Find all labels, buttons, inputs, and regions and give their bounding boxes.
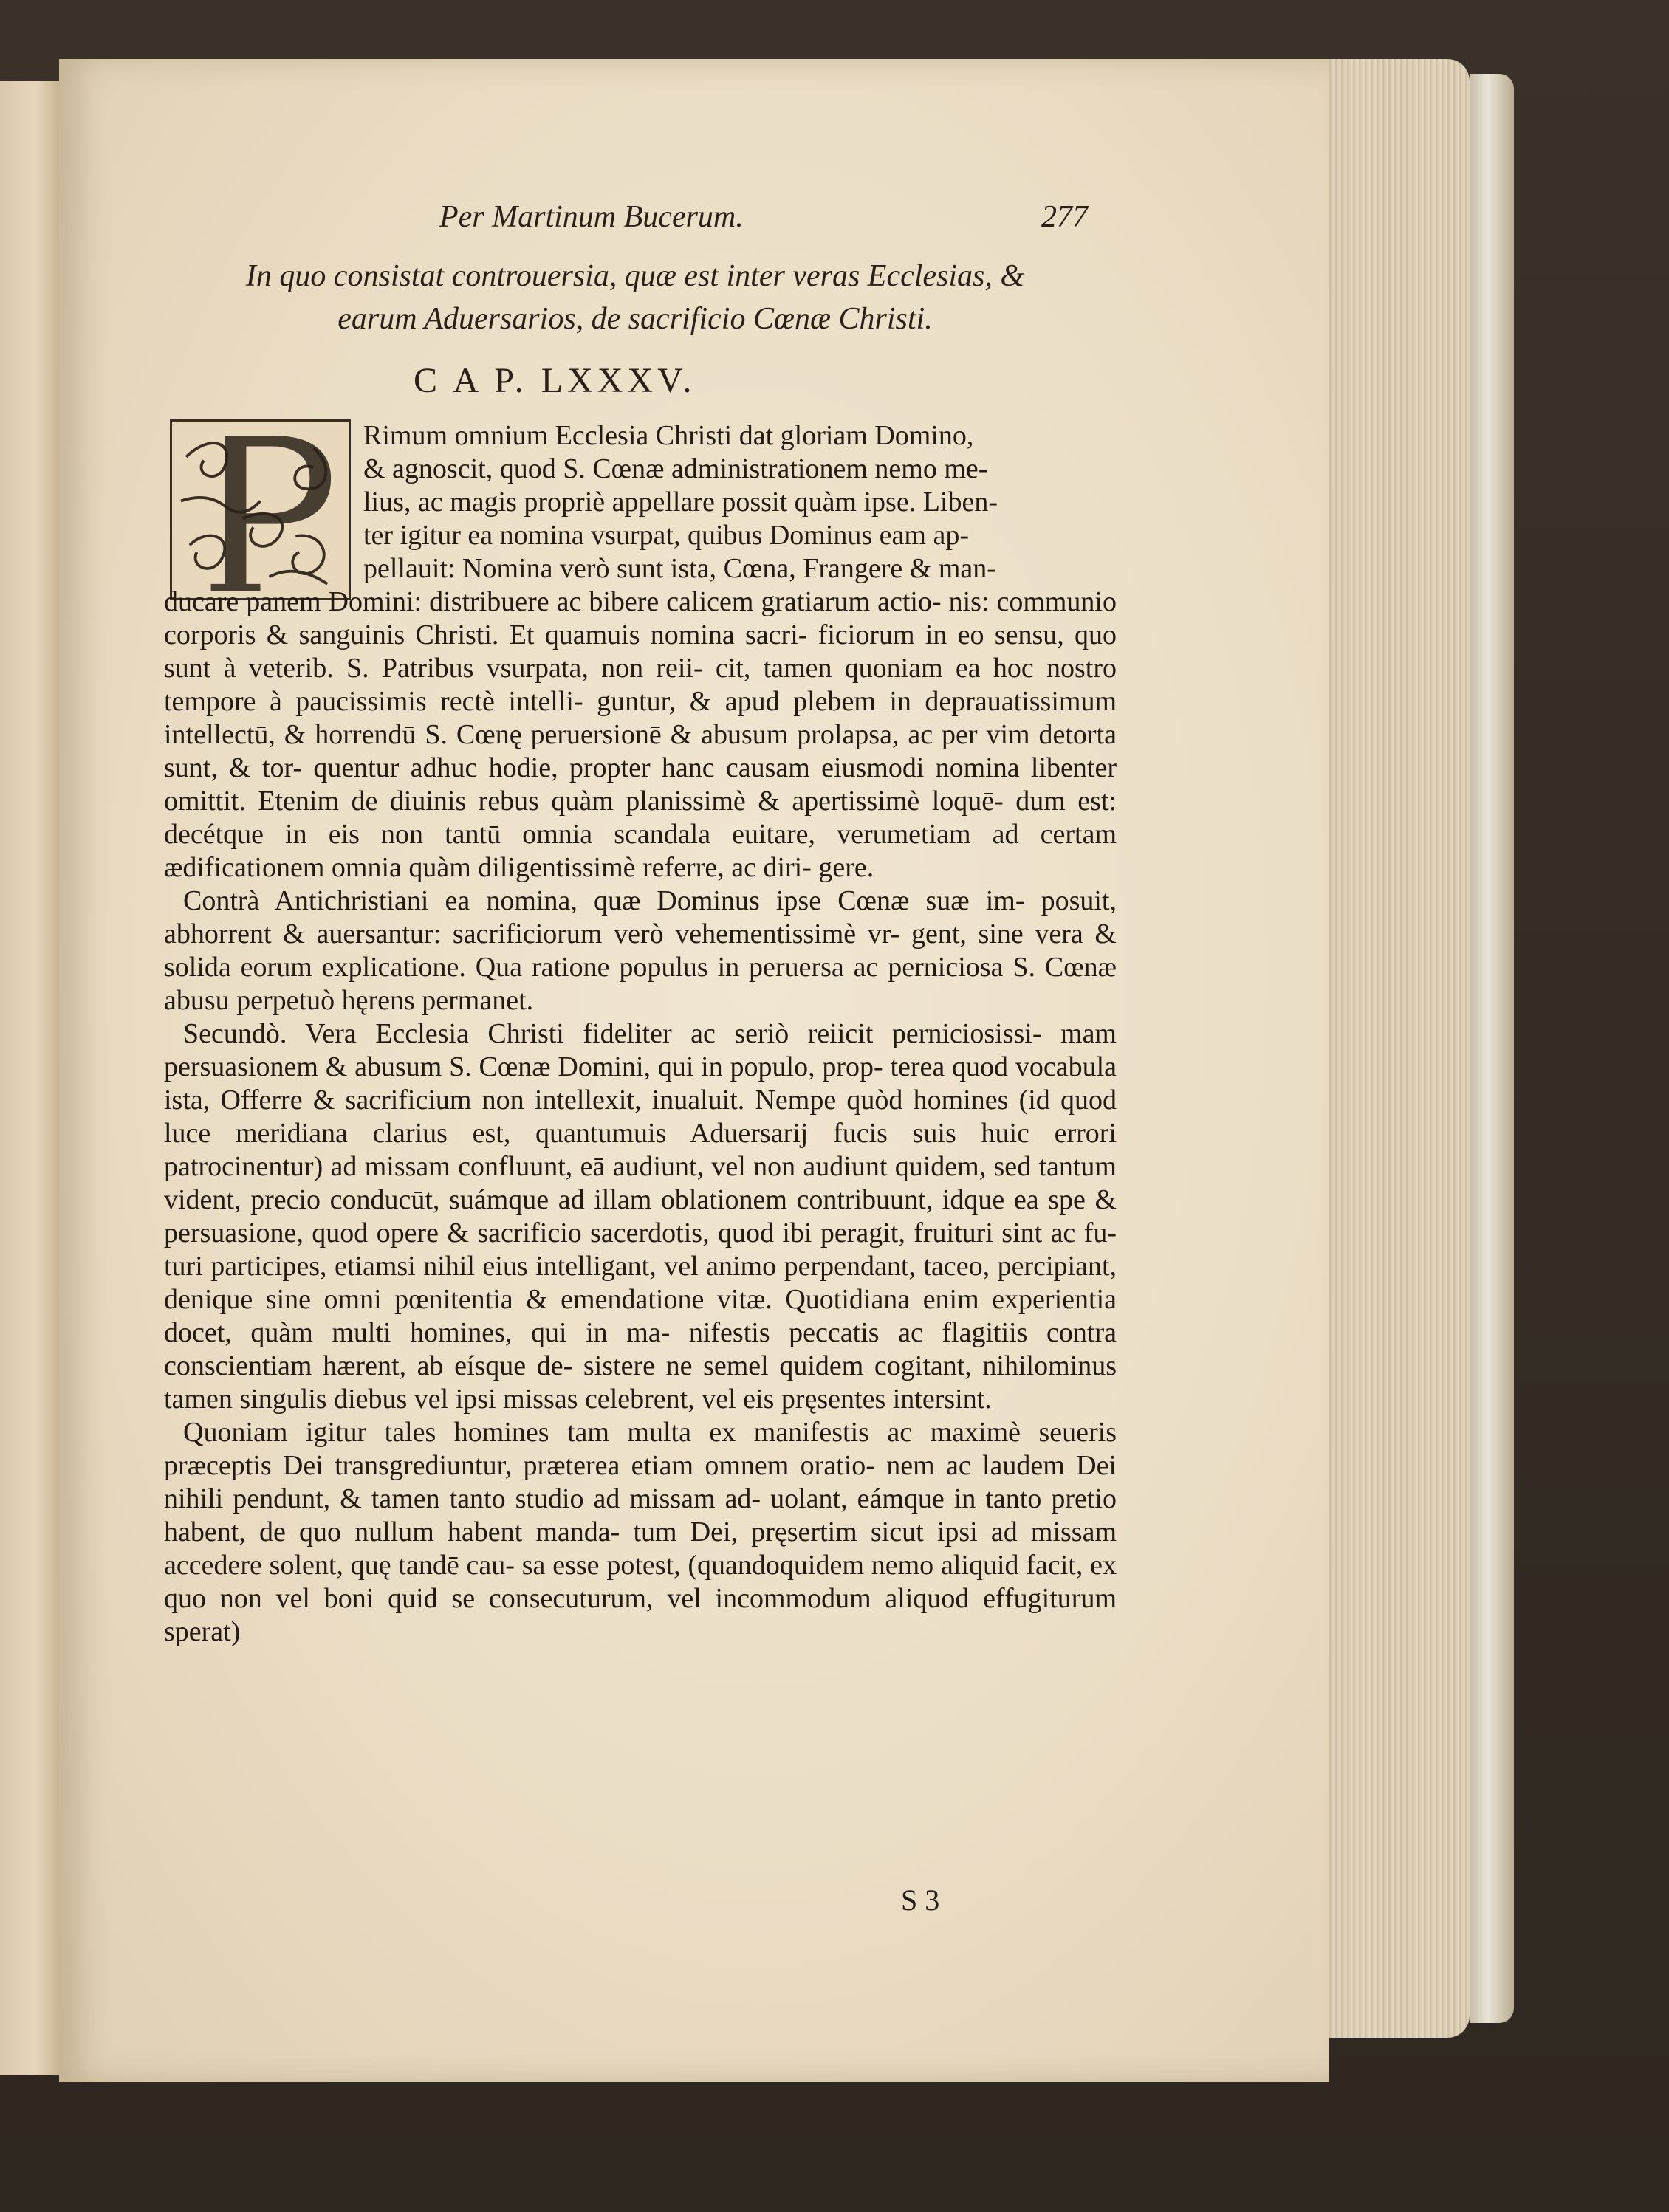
- page-number: 277: [1041, 200, 1088, 234]
- paragraph-3: Secundò. Vera Ecclesia Christi fideliter ac seriò reiicit perniciosissi- mam persuasionem & abusum S. Cœnæ Domini, qui in populo, prop- terea quod vocabula ista, Offerre & sacrificium non intellexit, inualuit. Nempe quòd homines (id quod luce meridiana clarius est, quantumuis Aduersarij fucis suis huic errori patrocinentur) ad missam confluunt, eā audiunt, vel non audiunt quidem, sed tantum vident, precio conducūt, suámque ad illam oblationem contribuunt, idque ea spe & persuasione, quod opere & sacrificio sacerdotis, quod ibi peragit, fruituri sint ac fu- turi participes, etiamsi nihil eius intelligant, vel animo perpendant, taceo, percipiant, denique sine omni pœnitentia & emendatione vitæ. Quotidiana enim experientia docet, quàm multi homines, qui in ma- nifestis peccatis ac flagitiis contra conscientiam hærent, ab eísque de- sistere ne semel quidem cogitant, nihilominus tamen singulis diebus vel ipsi missas celebrent, vel eis pręsentes intersint.: [164, 1018, 1117, 1415]
- first-line-4: ter igitur ea nomina vsurpat, quibus Dominus eam ap-: [363, 520, 969, 551]
- signature-mark: S 3: [901, 1883, 940, 1917]
- page-block-edge: [1315, 59, 1470, 2038]
- first-line-5: pellauit: Nomina verò sunt ista, Cœna, Frangere & man-: [363, 553, 996, 584]
- chapter-number: C A P. LXXXV.: [414, 361, 696, 400]
- body-text: [164, 419, 1117, 1649]
- first-line-1: Rimum omnium Ecclesia Christi dat gloriam Domino,: [363, 420, 974, 451]
- binding-strip: [1470, 74, 1514, 2023]
- chapter-heading: [162, 255, 1108, 340]
- paragraph-4: Quoniam igitur tales homines tam multa ex manifestis ac maximè seueris præceptis Dei transgrediuntur, præterea etiam omnem oratio- nem ac laudem Dei nihili pendunt, & tamen tanto studio ad missam ad- uolant, eámque in tanto pretio habent, de quo nullum habent manda- tum Dei, pręsertim sicut ipsi ad missam accedere solent, quę tandē cau- sa esse potest, (quandoquidem nemo aliquid facit, ex quo non vel boni quid se consecuturum, vel incommodum aliquod effugiturum sperat): [164, 1417, 1117, 1647]
- chapter-heading-line1: In quo consistat controuersia, quæ est inter veras Ecclesias, &: [245, 259, 1025, 293]
- first-line-2: & agnoscit, quod S. Cœnæ administrationem nemo me-: [363, 453, 988, 484]
- facing-page-edge: [0, 81, 61, 2075]
- paragraph-1: ducare panem Domini: distribuere ac bibere calicem gratiarum actio- nis: communio corporis & sanguinis Christi. Et quamuis nomina sacri- ficiorum in eo sensu, quo sunt à veterib. S. Patribus vsurpata, non reii- cit, tamen quoniam ea hoc nostro tempore à paucissimis rectè intelli- guntur, & apud plebem in deprauatissimum intellectū, & horrendū S. Cœnę peruersionē & abusum prolapsa, ac per vim detorta sunt, & tor- quentur adhuc hodie, propter hanc causam eiusmodi nomina libenter omittit. Etenim de diuinis rebus quàm planissimè & apertissimè loquē- dum est: decétque in eis non tantū omnia scandala euitare, verumetiam ad certam ædificationem omnia quàm diligentissimè referre, ac diri- gere.: [164, 586, 1117, 883]
- first-line-3: lius, ac magis propriè appellare possit quàm ipse. Liben-: [363, 487, 998, 518]
- chapter-heading-line2: earum Aduersarios, de sacrificio Cœnæ Christi.: [337, 302, 933, 336]
- paragraph-2: Contrà Antichristiani ea nomina, quæ Dominus ipse Cœnæ suæ im- posuit, abhorrent & auersantur: sacrificiorum verò vehementissimè vr- gent, sine vera & solida eorum explicatione. Qua ratione populus in peruersa ac perniciosa S. Cœnæ abusu perpetuò hęrens permanet.: [164, 885, 1117, 1016]
- running-title: Per Martinum Bucerum.: [439, 200, 744, 234]
- running-head: [439, 199, 1104, 244]
